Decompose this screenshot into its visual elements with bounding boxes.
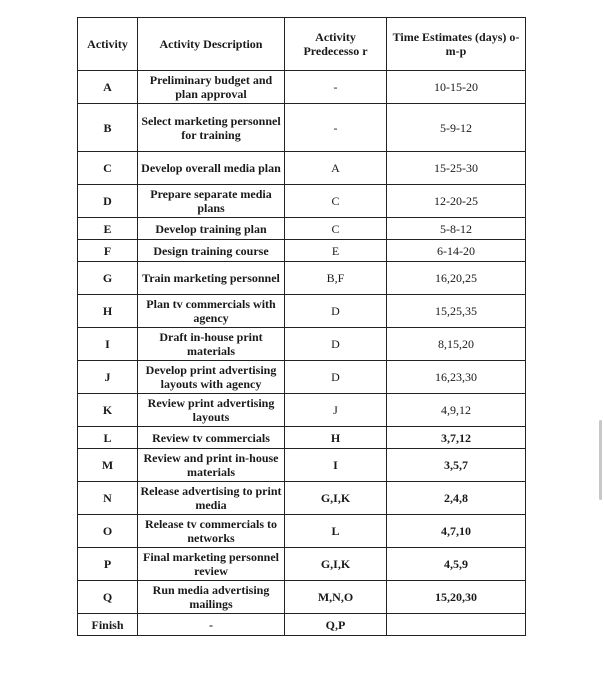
predecessor-cell: I xyxy=(285,449,387,482)
predecessor-cell: - xyxy=(285,71,387,104)
scrollbar[interactable] xyxy=(599,420,602,500)
description-cell: Release advertising to print media xyxy=(138,482,285,515)
activity-cell: M xyxy=(78,449,138,482)
table-row xyxy=(78,152,526,185)
activity-cell: K xyxy=(78,394,138,427)
header-description: Activity Description xyxy=(138,18,285,71)
activity-cell: C xyxy=(78,152,138,185)
header-time-estimates: Time Estimates (days) o-m-p xyxy=(387,18,526,71)
table-row xyxy=(78,515,526,548)
table-row xyxy=(78,104,526,152)
description-cell: - xyxy=(138,614,285,636)
activity-cell: N xyxy=(78,482,138,515)
predecessor-cell: M,N,O xyxy=(285,581,387,614)
description-cell: Review and print in-house materials xyxy=(138,449,285,482)
table-row xyxy=(78,361,526,394)
table-row xyxy=(78,185,526,218)
predecessor-cell: J xyxy=(285,394,387,427)
predecessor-cell: G,I,K xyxy=(285,548,387,581)
table-row xyxy=(78,328,526,361)
table-row xyxy=(78,482,526,515)
table-row xyxy=(78,71,526,104)
time-estimate-cell: 4,7,10 xyxy=(387,515,526,548)
predecessor-cell: D xyxy=(285,361,387,394)
activity-cell: E xyxy=(78,218,138,240)
predecessor-cell: L xyxy=(285,515,387,548)
activity-cell: F xyxy=(78,240,138,262)
time-estimate-cell: 16,23,30 xyxy=(387,361,526,394)
predecessor-cell: B,F xyxy=(285,262,387,295)
description-cell: Select marketing personnel for training xyxy=(138,104,285,152)
table-row xyxy=(78,548,526,581)
predecessor-cell: H xyxy=(285,427,387,449)
table-row xyxy=(78,449,526,482)
table-row xyxy=(78,262,526,295)
activity-cell: A xyxy=(78,71,138,104)
table-row xyxy=(78,581,526,614)
predecessor-cell: C xyxy=(285,185,387,218)
table-row xyxy=(78,295,526,328)
activity-cell: B xyxy=(78,104,138,152)
time-estimate-cell: 8,15,20 xyxy=(387,328,526,361)
description-cell: Develop print advertising layouts with agency xyxy=(138,361,285,394)
header-predecessor: Activity Predecesso r xyxy=(285,18,387,71)
time-estimate-cell xyxy=(387,614,526,636)
description-cell: Review print advertising layouts xyxy=(138,394,285,427)
activity-cell: O xyxy=(78,515,138,548)
predecessor-cell: D xyxy=(285,295,387,328)
activity-cell: Q xyxy=(78,581,138,614)
description-cell: Prepare separate media plans xyxy=(138,185,285,218)
description-cell: Plan tv commercials with agency xyxy=(138,295,285,328)
time-estimate-cell: 16,20,25 xyxy=(387,262,526,295)
activity-cell: L xyxy=(78,427,138,449)
header-activity: Activity xyxy=(78,18,138,71)
table-row xyxy=(78,218,526,240)
time-estimate-cell: 15,20,30 xyxy=(387,581,526,614)
activity-cell: P xyxy=(78,548,138,581)
activity-cell: Finish xyxy=(78,614,138,636)
table-row xyxy=(78,240,526,262)
description-cell: Run media advertising mailings xyxy=(138,581,285,614)
activity-cell: D xyxy=(78,185,138,218)
predecessor-cell: D xyxy=(285,328,387,361)
activity-table xyxy=(77,17,526,636)
time-estimate-cell: 6-14-20 xyxy=(387,240,526,262)
table-row xyxy=(78,614,526,636)
time-estimate-cell: 5-8-12 xyxy=(387,218,526,240)
time-estimate-cell: 4,9,12 xyxy=(387,394,526,427)
description-cell: Preliminary budget and plan approval xyxy=(138,71,285,104)
time-estimate-cell: 10-15-20 xyxy=(387,71,526,104)
table-row xyxy=(78,394,526,427)
time-estimate-cell: 4,5,9 xyxy=(387,548,526,581)
description-cell: Develop training plan xyxy=(138,218,285,240)
predecessor-cell: Q,P xyxy=(285,614,387,636)
time-estimate-cell: 15-25-30 xyxy=(387,152,526,185)
activity-cell: J xyxy=(78,361,138,394)
time-estimate-cell: 5-9-12 xyxy=(387,104,526,152)
activity-cell: H xyxy=(78,295,138,328)
description-cell: Review tv commercials xyxy=(138,427,285,449)
table-row xyxy=(78,427,526,449)
time-estimate-cell: 3,7,12 xyxy=(387,427,526,449)
table-header-row xyxy=(78,18,526,71)
predecessor-cell: E xyxy=(285,240,387,262)
predecessor-cell: C xyxy=(285,218,387,240)
description-cell: Release tv commercials to networks xyxy=(138,515,285,548)
description-cell: Design training course xyxy=(138,240,285,262)
description-cell: Draft in-house print materials xyxy=(138,328,285,361)
time-estimate-cell: 2,4,8 xyxy=(387,482,526,515)
predecessor-cell: A xyxy=(285,152,387,185)
description-cell: Train marketing personnel xyxy=(138,262,285,295)
time-estimate-cell: 12-20-25 xyxy=(387,185,526,218)
activity-cell: G xyxy=(78,262,138,295)
time-estimate-cell: 15,25,35 xyxy=(387,295,526,328)
description-cell: Final marketing personnel review xyxy=(138,548,285,581)
time-estimate-cell: 3,5,7 xyxy=(387,449,526,482)
predecessor-cell: G,I,K xyxy=(285,482,387,515)
predecessor-cell: - xyxy=(285,104,387,152)
activity-cell: I xyxy=(78,328,138,361)
description-cell: Develop overall media plan xyxy=(138,152,285,185)
